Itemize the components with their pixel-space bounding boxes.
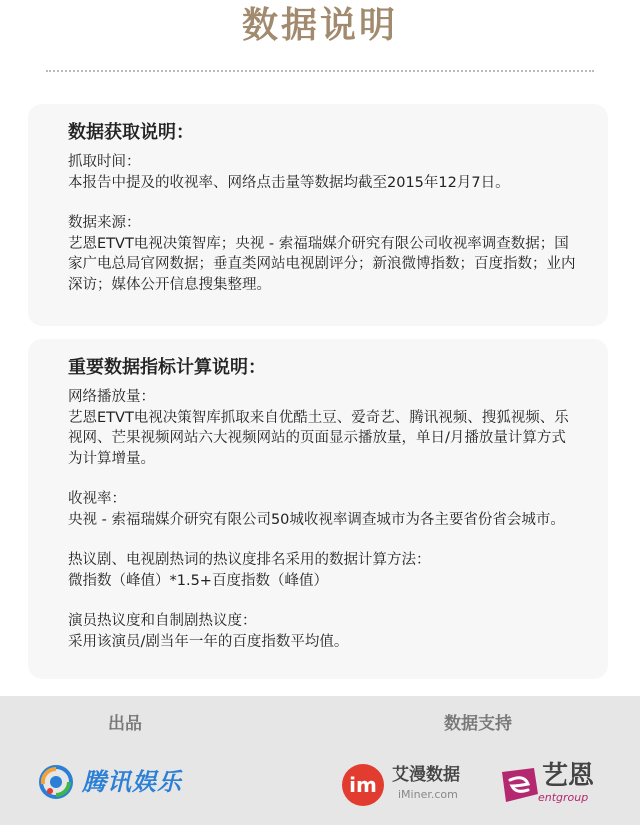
entgroup-subtitle: entgroup xyxy=(538,791,589,804)
entgroup-name: 艺恩 xyxy=(542,761,595,791)
iminer-logo xyxy=(342,760,482,808)
online-views-label: 网络播放量： xyxy=(68,389,155,405)
data-support-label: 数据支持 xyxy=(444,714,512,734)
data-acquisition-card xyxy=(28,104,608,326)
online-views-text: 艺恩ETVT电视决策智库抓取来自优酷土豆、爱奇艺、腾讯视频、搜狐视频、乐视网、芒果视频网站六大视频网站的页面显示播放量，单日/月播放量计算方式为计算增量。 xyxy=(68,409,569,467)
data-source-text: 艺恩ETVT电视决策智库；央视 - 索福瑞媒介研究有限公司收视率调查数据；国家广电总局官网数据；垂直类网站电视剧评分；新浪微博指数；百度指数；业内深访；媒体公开信息搜集整理。 xyxy=(68,235,576,293)
tencent-ent-name: 腾讯娱乐 xyxy=(82,768,182,796)
page-title: 数据说明 xyxy=(241,5,398,46)
ratings-text: 央视 - 索福瑞媒介研究有限公司50城收视率调查城市为各主要省份省会城市。 xyxy=(68,511,565,528)
publisher-label: 出品 xyxy=(108,714,142,734)
capture-time-label: 抓取时间： xyxy=(68,154,141,170)
actor-buzz-text: 采用该演员/剧当年一年的百度指数平均值。 xyxy=(68,633,349,650)
data-acquisition-heading: 数据获取说明： xyxy=(68,122,194,143)
footer xyxy=(0,696,640,825)
metric-calculation-heading: 重要数据指标计算说明： xyxy=(68,357,266,378)
buzz-ranking-label: 热议剧、电视剧热词的热议度排名采用的数据计算方法： xyxy=(68,552,431,568)
buzz-ranking-text: 微指数（峰值）*1.5+百度指数（峰值） xyxy=(68,572,328,589)
online-views-block xyxy=(68,387,578,469)
capture-time-text: 本报告中提及的收视率、网络点击量等数据均截至2015年12月7日。 xyxy=(68,174,510,191)
buzz-ranking-block xyxy=(68,550,578,591)
ratings-block xyxy=(68,489,578,530)
iminer-name: 艾漫数据 xyxy=(392,765,460,785)
metric-calculation-card xyxy=(28,339,608,679)
entgroup-logo xyxy=(494,760,604,808)
tencent-ent-logo xyxy=(38,764,228,804)
tencent-logo-icon xyxy=(38,764,74,800)
iminer-domain: iMiner.com xyxy=(398,788,458,801)
entgroup-logo-icon xyxy=(494,766,540,804)
data-source-label: 数据来源： xyxy=(68,215,141,231)
dotted-divider xyxy=(46,70,594,72)
ratings-label: 收视率： xyxy=(68,491,126,507)
iminer-logo-icon: im xyxy=(342,764,384,806)
data-source-block xyxy=(68,213,578,295)
actor-buzz-label: 演员热议度和自制剧热议度： xyxy=(68,613,257,629)
actor-buzz-block xyxy=(68,611,578,652)
capture-time-block xyxy=(68,152,578,193)
